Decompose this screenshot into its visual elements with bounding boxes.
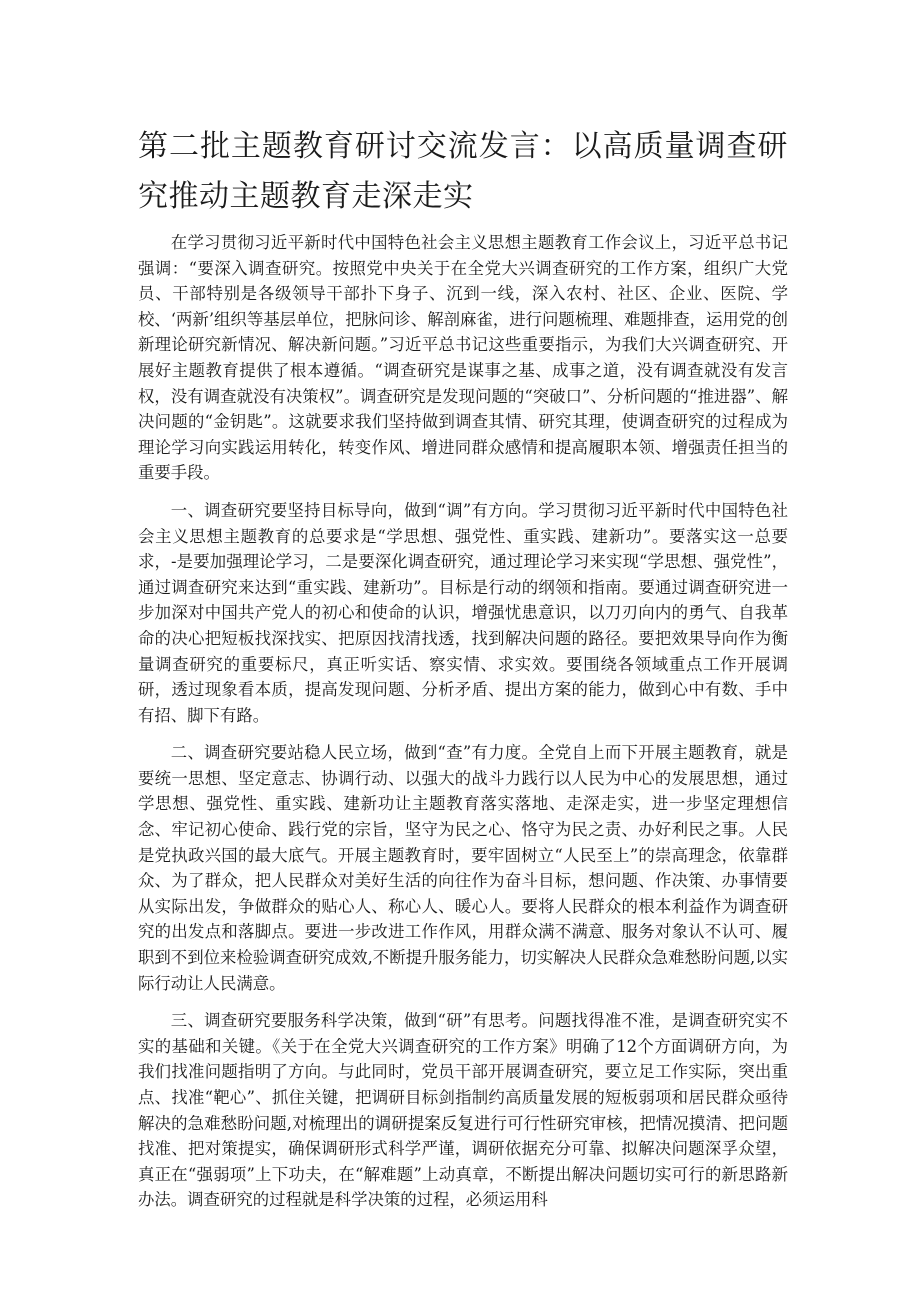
paragraph-section-two: 二、调查研究要站稳人民立场，做到“查”有力度。全党自上而下开展主题教育，就是要统一思想、坚定意志、协调行动、以强大的战斗力践行以人民为中心的发展思想，通过学思想、强党性、重实践、建新功让主题教育落实落地、走深走实，进一步坚定理想信念、牢记初心使命、践行党的宗旨，坚守为民之心、恪守为民之责、办好利民之事。人民是党执政兴国的最大底气。开展主题教育时，要牢固树立“人民至上”的崇高理念，依靠群众、为了群众，把人民群众对美好生活的向往作为奋斗目标，想问题、作决策、办事情要从实际出发，争做群众的贴心人、称心人、暖心人。要将人民群众的根本利益作为调查研究的出发点和落脚点。要进一步改进工作作风，用群众满不满意、服务对象认不认可、履职到不到位来检验调查研究成效,不断提升服务能力，切实解决人民群众急难愁盼问题,以实际行动让人民满意。 (138, 743, 788, 993)
paragraph-section-one: 一、调查研究要坚持目标导向，做到“调”有方向。学习贯彻习近平新时代中国特色社会主义思想主题教育的总要求是“学思想、强党性、重实践、建新功”。要落实这一总要求，-是要加强理论学习，二是要深化调查研究，通过理论学习来实现“学思想、强党性”，通过调查研究来达到“重实践、建新功”。目标是行动的纲领和指南。要通过调查研究进一步加深对中国共产党人的初心和使命的认识，增强忧患意识，以刀刃向内的勇气、自我革命的决心把短板找深找实、把原因找清找透，找到解决问题的路径。要把效果导向作为衡量调查研究的重要标尺，真正听实话、察实情、求实效。要围绕各领域重点工作开展调研，透过现象看本质，提高发现问题、分析矛盾、提出方案的能力，做到心中有数、手中有招、脚下有路。 (138, 500, 788, 725)
paragraph-section-three: 三、调查研究要服务科学决策，做到“研”有思考。问题找得准不准，是调查研究实不实的基础和关键。《关于在全党大兴调查研究的工作方案》明确了12个方面调研方向，为我们找准问题指明了方向。与此同时，党员干部开展调查研究，要立足工作实际，突出重点、找准“靶心”、抓住关键，把调研目标剑指制约高质量发展的短板弱项和居民群众亟待解决的急难愁盼问题,对梳理出的调研提案反复进行可行性研究审核，把情况摸清、把问题找准、把对策提实，确保调研形式科学严谨，调研依据充分可靠、拟解决问题深孚众望，真正在“强弱项”上下功夫，在“解难题”上动真章，不断提出解决问题切实可行的新思路新办法。调查研究的过程就是科学决策的过程，必须运用科 (138, 1011, 788, 1210)
document-title: 第二批主题教育研讨交流发言：以高质量调查研究推动主题教育走深走实 (138, 129, 788, 214)
document-page (138, 122, 788, 1225)
paragraph-intro: 在学习贯彻习近平新时代中国特色社会主义思想主题教育工作会议上，习近平总书记强调：“要深入调查研究。按照党中央关于在全党大兴调查研究的工作方案，组织广大党员、干部特别是各级领导干部扑下身子、沉到一线，深入农村、社区、企业、医院、学校、‘两新’组织等基层单位，把脉问诊、解剖麻雀，进行问题梳理、难题排查，运用党的创新理论研究新情况、解决新问题。”习近平总书记这些重要指示，为我们大兴调查研究、开展好主题教育提供了根本遵循。“调查研究是谋事之基、成事之道，没有调查就没有发言权，没有调查就没有决策权”。调查研究是发现问题的“突破口”、分析问题的“推进器”、解决问题的“金钥匙”。这就要求我们坚持做到调查其情、研究其理，使调查研究的过程成为理论学习向实践运用转化，转变作风、增进同群众感情和提高履职本领、增强责任担当的重要手段。 (138, 233, 788, 483)
